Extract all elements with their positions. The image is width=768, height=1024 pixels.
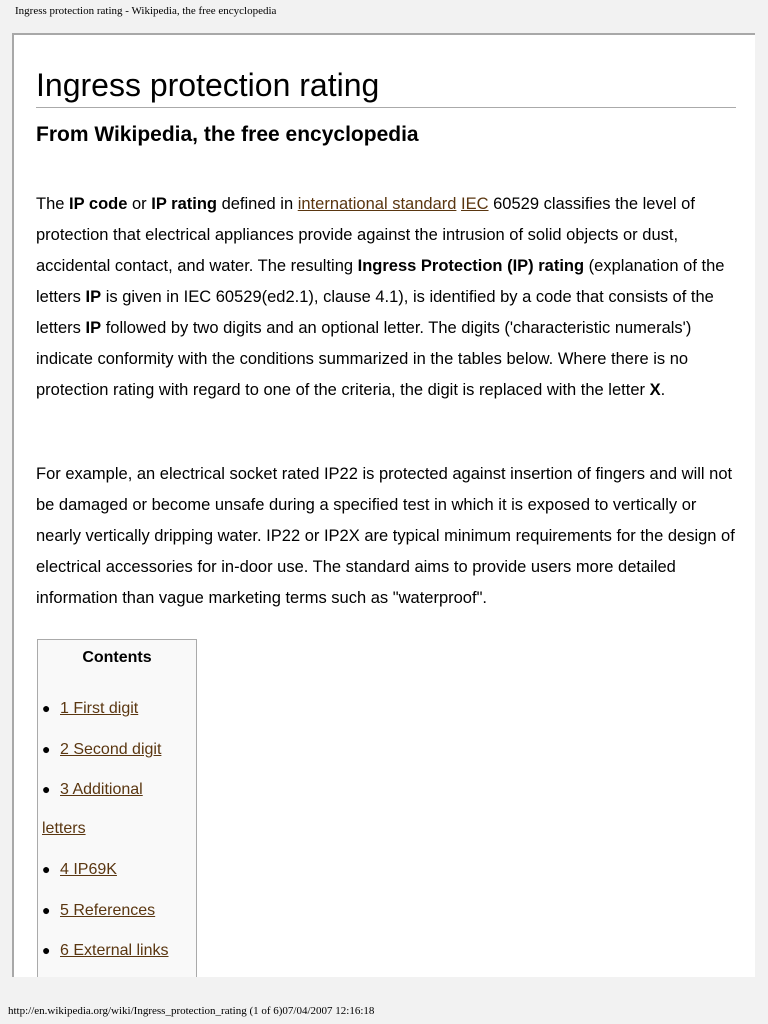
page-subtitle: From Wikipedia, the free encyclopedia [36,123,419,146]
toc-title: Contents [82,649,152,666]
toc-link-additional-letters-cont[interactable]: letters [42,820,86,837]
toc-link-first-digit[interactable]: 1 First digit [60,700,139,717]
bullet-icon: ● [42,942,51,958]
text-run: . [660,381,666,399]
toc-link-external-links[interactable]: 6 External links [60,942,169,959]
print-footer: http://en.wikipedia.org/wiki/Ingress_protection_rating (1 of 6)07/04/2007 12:16:18 [8,1005,375,1017]
text-run: (explanation of the letters [36,257,725,306]
bullet-icon: ● [42,700,51,716]
bold-term-ip-code: IP code [69,195,128,213]
bold-term-x: X [649,381,661,399]
link-international-standard[interactable]: international standard [297,195,457,213]
toc-item-continuation [42,809,192,849]
text-run: or [127,195,152,213]
bold-term-ip-rating: IP rating [151,195,217,213]
toc-item [42,688,192,729]
text-run: The [36,195,70,213]
page [12,33,755,977]
bold-term-ip: IP [85,319,102,337]
example-paragraph: For example, an electrical socket rated IP22 is protected against insertion of fingers and will not be damaged or become unsafe during a specified test in which it is exposed to vertically or nearly vertically dripping water. IP22 or IP2X are typical minimum requirements for the design of electrical accessories for in-door use. The standard aims to provide users more detailed information than vague marketing terms such as "waterproof". [36,465,735,607]
text-run: defined in [216,195,298,213]
print-header: Ingress protection rating - Wikipedia, the free encyclopedia [15,5,277,17]
toc-link-references[interactable]: 5 References [60,902,156,919]
bullet-icon: ● [42,902,51,918]
text-run: is given in IEC 60529(ed2.1), clause 4.1), is identified by a code that consists of the letters [36,288,714,337]
bold-term-ingress-protection: Ingress Protection (IP) rating [357,257,585,275]
bold-term-ip: IP [85,288,102,306]
bullet-icon: ● [42,741,51,757]
toc-link-ip69k[interactable]: 4 IP69K [60,861,117,878]
text-run: 60529 classifies the level of protection that electrical appliances provide against the intrusion of solid objects or dust, accidental contact, and water. The resulting [36,195,695,275]
toc-item [42,930,192,971]
link-iec[interactable]: IEC [461,195,489,213]
toc-item [42,890,192,931]
toc-link-additional-letters[interactable]: 3 Additional [60,781,143,798]
bullet-icon: ● [42,861,51,877]
toc-link-second-digit[interactable]: 2 Second digit [60,741,162,758]
page-title: Ingress protection rating [36,65,736,108]
toc-item [42,769,192,810]
intro-paragraph [36,189,736,406]
table-of-contents [37,639,197,977]
toc-item [42,849,192,890]
text-run: followed by two digits and an optional letter. The digits ('characteristic numerals') indicate conformity with the conditions summarized in the tables below. Where there is no protection rating with regard to one of the criteria, the digit is replaced with the letter [36,319,692,399]
bullet-icon: ● [42,781,51,797]
toc-item [42,729,192,770]
